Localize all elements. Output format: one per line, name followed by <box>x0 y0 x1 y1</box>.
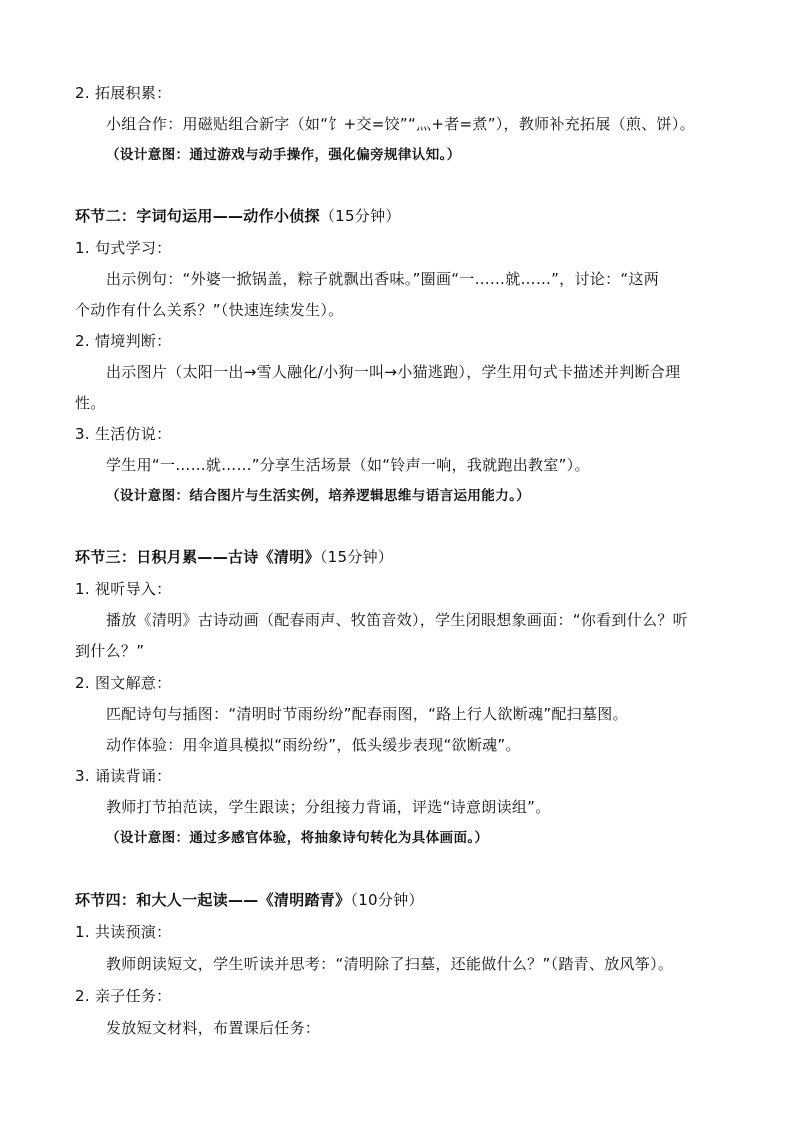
item-body: 出示图片（太阳一出→雪人融化/小狗一叫→小猫逃跑），学生用句式卡描述并判断合理 <box>106 363 681 381</box>
item-body: 发放短文材料，布置课后任务： <box>106 1019 321 1037</box>
item-body: 教师打节拍范读，学生跟读；分组接力背诵，评选“诗意朗读组”。 <box>106 798 551 816</box>
item-title: 2. 拓展积累： <box>75 84 172 102</box>
item-title: 1. 视听导入： <box>75 580 172 598</box>
item-title: 2. 亲子任务： <box>75 987 172 1005</box>
item-body: 动作体验：用伞道具模拟“雨纷纷”，低头缓步表现“欲断魂”。 <box>106 736 521 754</box>
section-duration: （15分钟） <box>319 207 401 225</box>
section-title: 环节二：字词句运用——动作小侦探 <box>75 207 320 225</box>
item-body: 匹配诗句与插图：“清明时节雨纷纷”配春雨图，“路上行人欲断魂”配扫墓图。 <box>106 705 628 723</box>
item-body-continued: 到什么？” <box>75 642 145 660</box>
section-title: 环节三：日积月累——古诗《清明》 <box>75 548 320 566</box>
item-body: 播放《清明》古诗动画（配春雨声、牧笛音效），学生闭眼想象画面：“你看到什么？听 <box>106 611 688 629</box>
section-duration: （15分钟） <box>319 548 394 566</box>
section-heading <box>75 547 393 567</box>
design-intent: （设计意图：通过游戏与动手操作，强化偏旁规律认知。） <box>106 147 461 163</box>
item-body-continued: 性。 <box>75 394 106 412</box>
design-intent: （设计意图：结合图片与生活实例，培养逻辑思维与语言运用能力。） <box>106 488 531 504</box>
item-body: 出示例句：“外婆一掀锅盖，粽子就飘出香味。”圈画“一……就……”，讨论：“这两 <box>106 270 660 288</box>
item-title: 2. 图文解意： <box>75 674 172 692</box>
design-intent: （设计意图：通过多感官体验，将抽象诗句转化为具体画面。） <box>106 830 489 846</box>
item-body: 小组合作：用磁贴组合新字（如“饣+交=饺”“灬+者=煮”），教师补充拓展（煎、饼）。 <box>106 115 695 133</box>
item-title: 3. 生活仿说： <box>75 425 172 443</box>
section-heading <box>75 890 424 910</box>
section-duration: （10分钟） <box>350 891 424 909</box>
item-title: 1. 共读预演： <box>75 923 172 941</box>
item-body-continued: 个动作有什么关系？”（快速连续发生）。 <box>75 301 344 319</box>
section-heading <box>75 206 401 226</box>
section-title: 环节四：和大人一起读——《清明踏青》 <box>75 891 351 909</box>
item-body: 学生用“一……就……”分享生活场景（如“铃声一响，我就跑出教室”）。 <box>106 456 590 474</box>
item-body: 教师朗读短文，学生听读并思考：“清明除了扫墓，还能做什么？”（踏青、放风筝）。 <box>106 955 674 973</box>
item-title: 2. 情境判断： <box>75 332 172 350</box>
item-title: 1. 句式学习： <box>75 239 172 257</box>
item-title: 3. 诵读背诵： <box>75 767 172 785</box>
